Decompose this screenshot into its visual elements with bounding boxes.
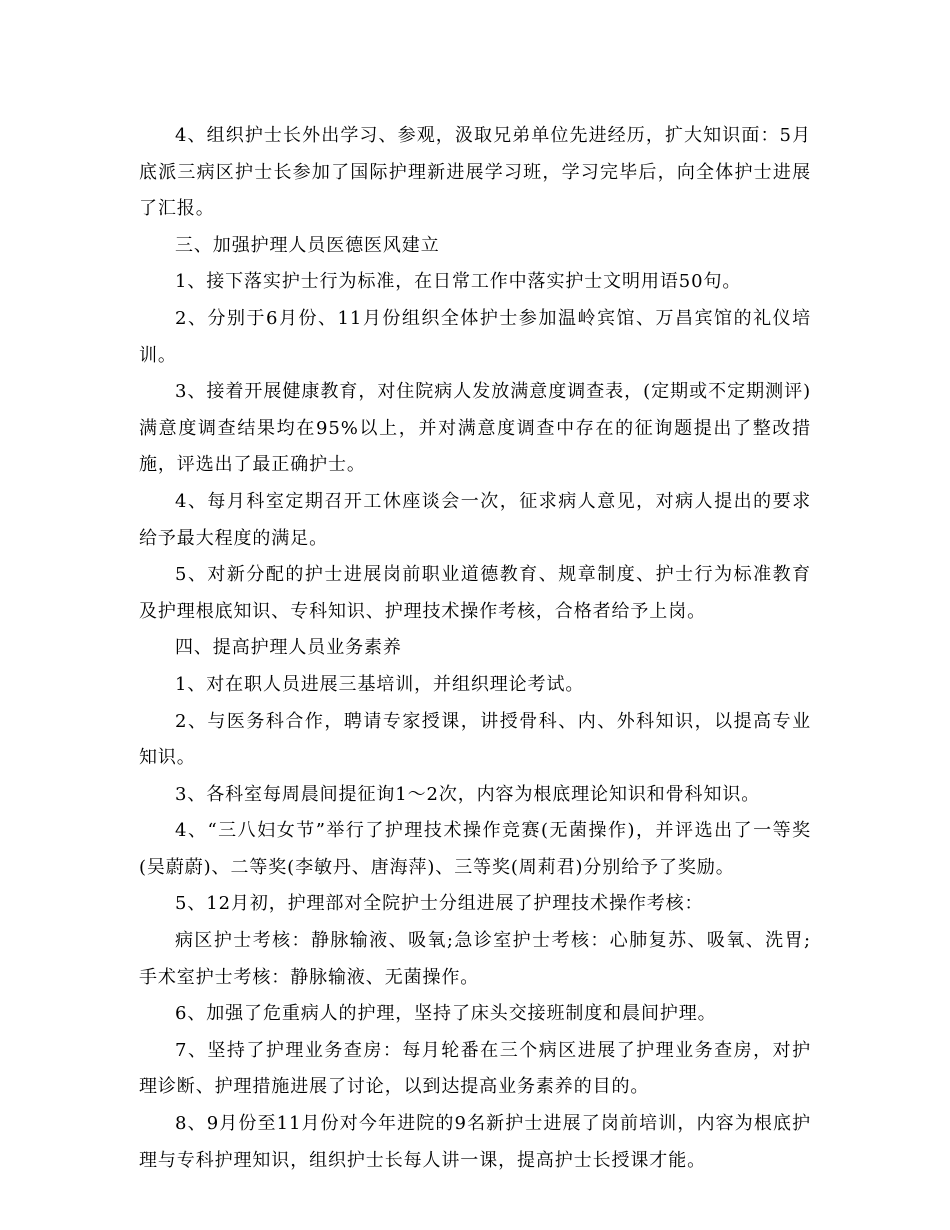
paragraph-civil-language: 1、接下落实护士行为标准，在日常工作中落实护士文明用语50句。 <box>175 271 742 293</box>
paragraph-assessment-items: 病区护士考核：静脉输液、吸氧;急诊室护士考核：心肺复苏、吸氧、洗胃;手术室护士考核：静脉输液、无菌操作。 <box>139 930 811 988</box>
paragraph-etiquette-training: 2、分别于6月份、11月份组织全体护士参加温岭宾馆、万昌宾馆的礼仪培训。 <box>139 307 811 366</box>
section-heading-ethics: 三、加强护理人员医德医风建立 <box>175 234 440 256</box>
paragraph-pre-job-training: 8、9月份至11月份对今年进院的9名新护士进展了岗前培训，内容为根底护理与专科护理知识，组织护士长每人讲一课，提高护士长授课才能。 <box>139 1113 811 1171</box>
paragraph-new-nurse-training: 5、对新分配的护士进展岗前职业道德教育、规章制度、护士行为标准教育及护理根底知识、专科知识、护理技术操作考核，合格者给予上岗。 <box>139 564 811 622</box>
paragraph-december-assessment: 5、12月初，护理部对全院护士分组进展了护理技术操作考核： <box>175 893 704 915</box>
paragraph-study-visits: 4、组织护士长外出学习、参观，汲取兄弟单位先进经历，扩大知识面：5月底派三病区护士长参加了国际护理新进展学习班，学习完毕后，向全体护士进展了汇报。 <box>139 125 811 220</box>
paragraph-morning-questions: 3、各科室每周晨间提征询1～2次，内容为根底理论知识和骨科知识。 <box>175 783 761 805</box>
paragraph-skills-competition: 4、“三八妇女节”举行了护理技术操作竞赛(无菌操作)，并评选出了一等奖(吴蔚蔚)、二等奖(李敏丹、唐海萍)、三等奖(周莉君)分别给予了奖励。 <box>139 820 811 878</box>
section-heading-professional: 四、提高护理人员业务素养 <box>175 637 402 659</box>
document-body <box>139 118 811 1179</box>
paragraph-critical-care: 6、加强了危重病人的护理，坚持了床头交接班制度和晨间护理。 <box>175 1003 717 1025</box>
paragraph-ward-rounds: 7、坚持了护理业务查房：每月轮番在三个病区进展了护理业务查房，对护理诊断、护理措施进展了讨论，以到达提高业务素养的目的。 <box>139 1039 811 1098</box>
paragraph-expert-lectures: 2、与医务科合作，聘请专家授课，讲授骨科、内、外科知识，以提高专业知识。 <box>139 710 811 769</box>
paragraph-patient-meetings: 4、每月科室定期召开工休座谈会一次，征求病人意见，对病人提出的要求给予最大程度的满足。 <box>139 490 811 549</box>
paragraph-health-education: 3、接着开展健康教育，对住院病人发放满意度调查表，(定期或不定期测评)满意度调查结果均在95%以上，并对满意度调查中存在的征询题提出了整改措施，评选出了最正确护士。 <box>139 381 811 476</box>
paragraph-three-basics: 1、对在职人员进展三基培训，并组织理论考试。 <box>175 673 585 695</box>
